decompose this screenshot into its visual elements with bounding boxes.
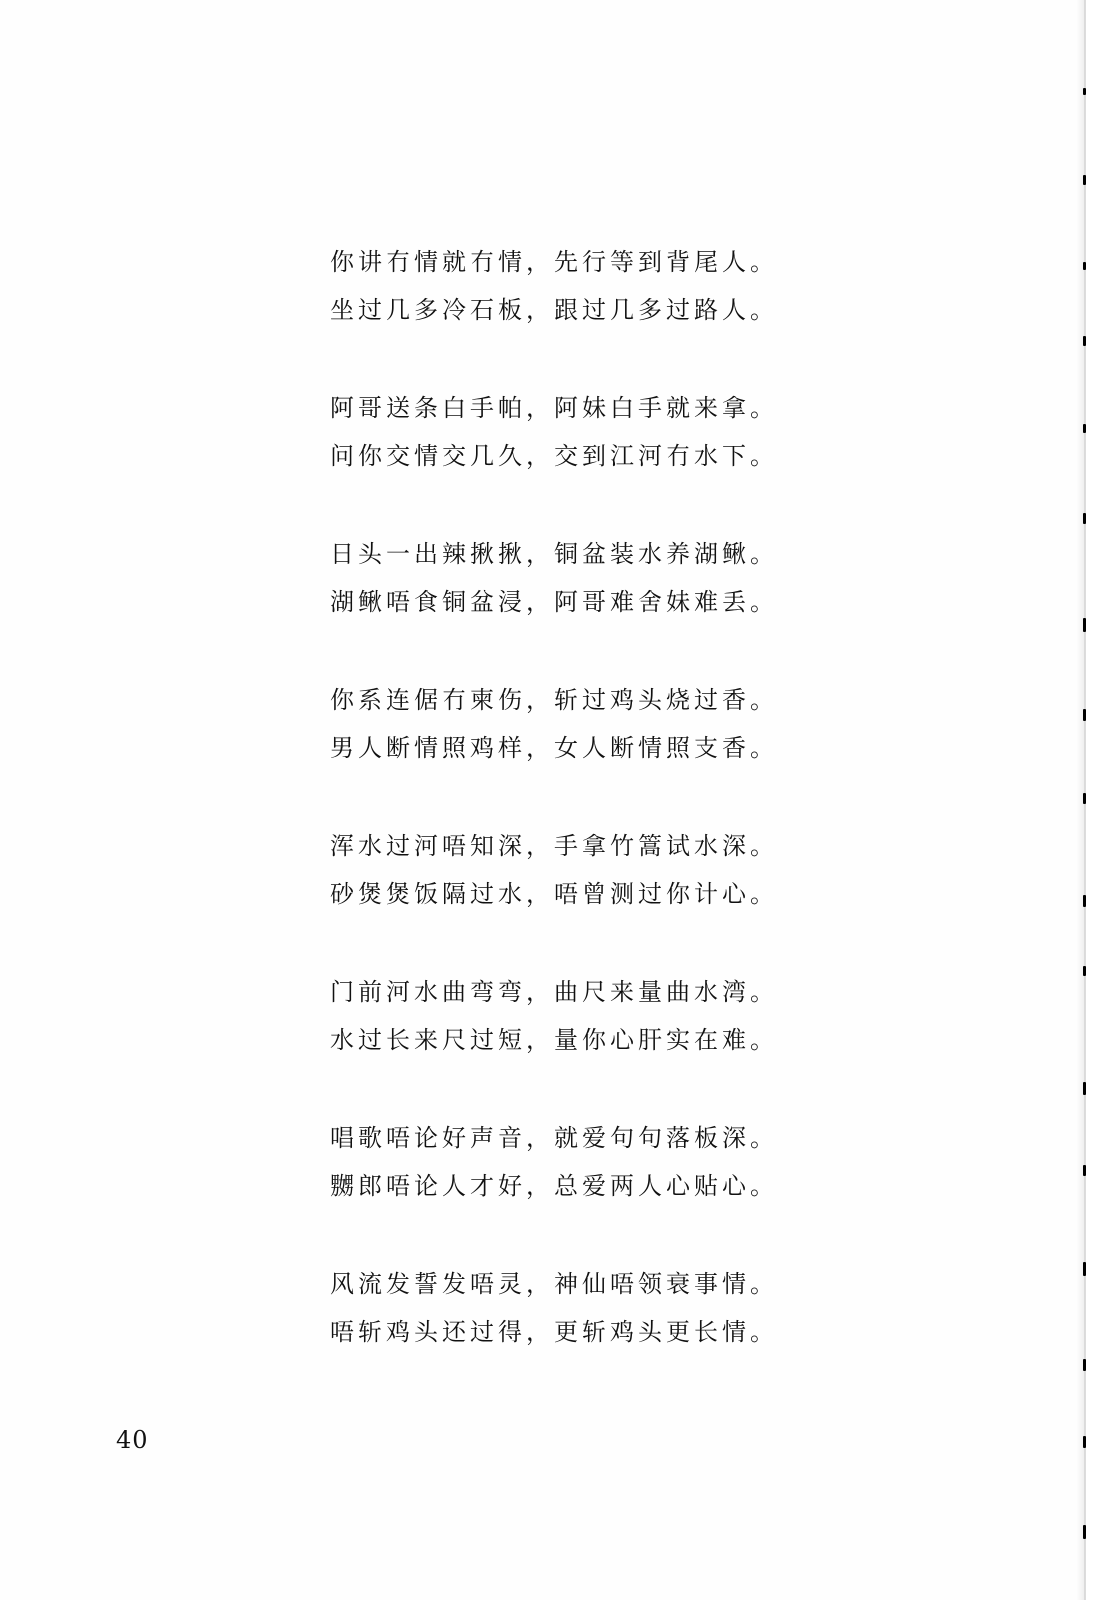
poem-line: 男人断情照鸡样，女人断情照支香。	[330, 734, 778, 762]
edge-mark	[1083, 709, 1086, 721]
poem-line: 砂煲煲饭隔过水，唔曾测过你计心。	[330, 880, 778, 908]
poem-line: 嬲郎唔论人才好，总爱两人心贴心。	[330, 1172, 778, 1200]
page-right-edge	[1076, 0, 1094, 1600]
poem-text	[330, 238, 800, 1406]
edge-mark	[1083, 1165, 1086, 1176]
edge-mark	[1083, 175, 1086, 185]
stanza	[330, 676, 800, 822]
edge-mark	[1083, 895, 1086, 907]
edge-mark	[1083, 262, 1086, 270]
page-number: 40	[116, 1426, 149, 1454]
edge-mark	[1083, 1262, 1086, 1276]
edge-mark	[1083, 966, 1086, 976]
poem-line: 你系连倨冇柬伤，斩过鸡头烧过香。	[330, 686, 778, 714]
poem-line: 你讲冇情就冇情，先行等到背尾人。	[330, 248, 778, 276]
edge-mark	[1083, 336, 1086, 346]
stanza	[330, 530, 800, 676]
stanza	[330, 384, 800, 530]
poem-line: 唔斩鸡头还过得，更斩鸡头更长情。	[330, 1318, 778, 1346]
stanza	[330, 238, 800, 384]
stanza	[330, 968, 800, 1114]
poem-line: 门前河水曲弯弯，曲尺来量曲水湾。	[330, 978, 778, 1006]
edge-mark	[1083, 424, 1086, 433]
edge-mark	[1083, 1082, 1086, 1095]
poem-line: 唱歌唔论好声音，就爱句句落板深。	[330, 1124, 778, 1152]
edge-mark	[1083, 1436, 1086, 1448]
edge-mark	[1083, 793, 1086, 804]
edge-mark	[1083, 88, 1086, 95]
poem-line: 问你交情交几久，交到江河冇水下。	[330, 442, 778, 470]
stanza	[330, 822, 800, 968]
edge-mark	[1083, 618, 1086, 632]
poem-line: 坐过几多冷石板，跟过几多过路人。	[330, 296, 778, 324]
poem-line: 日头一出辣揪揪，铜盆装水养湖鳅。	[330, 540, 778, 568]
stanza	[330, 1114, 800, 1260]
poem-line: 浑水过河唔知深，手拿竹篙试水深。	[330, 832, 778, 860]
edge-mark	[1083, 513, 1086, 524]
poem-line: 水过长来尺过短，量你心肝实在难。	[330, 1026, 778, 1054]
edge-mark	[1083, 1359, 1086, 1371]
poem-line: 阿哥送条白手帕，阿妹白手就来拿。	[330, 394, 778, 422]
edge-mark	[1083, 1525, 1086, 1539]
stanza	[330, 1260, 800, 1406]
poem-line: 湖鳅唔食铜盆浸，阿哥难舍妹难丢。	[330, 588, 778, 616]
poem-line: 风流发誓发唔灵，神仙唔领衰事情。	[330, 1270, 778, 1298]
